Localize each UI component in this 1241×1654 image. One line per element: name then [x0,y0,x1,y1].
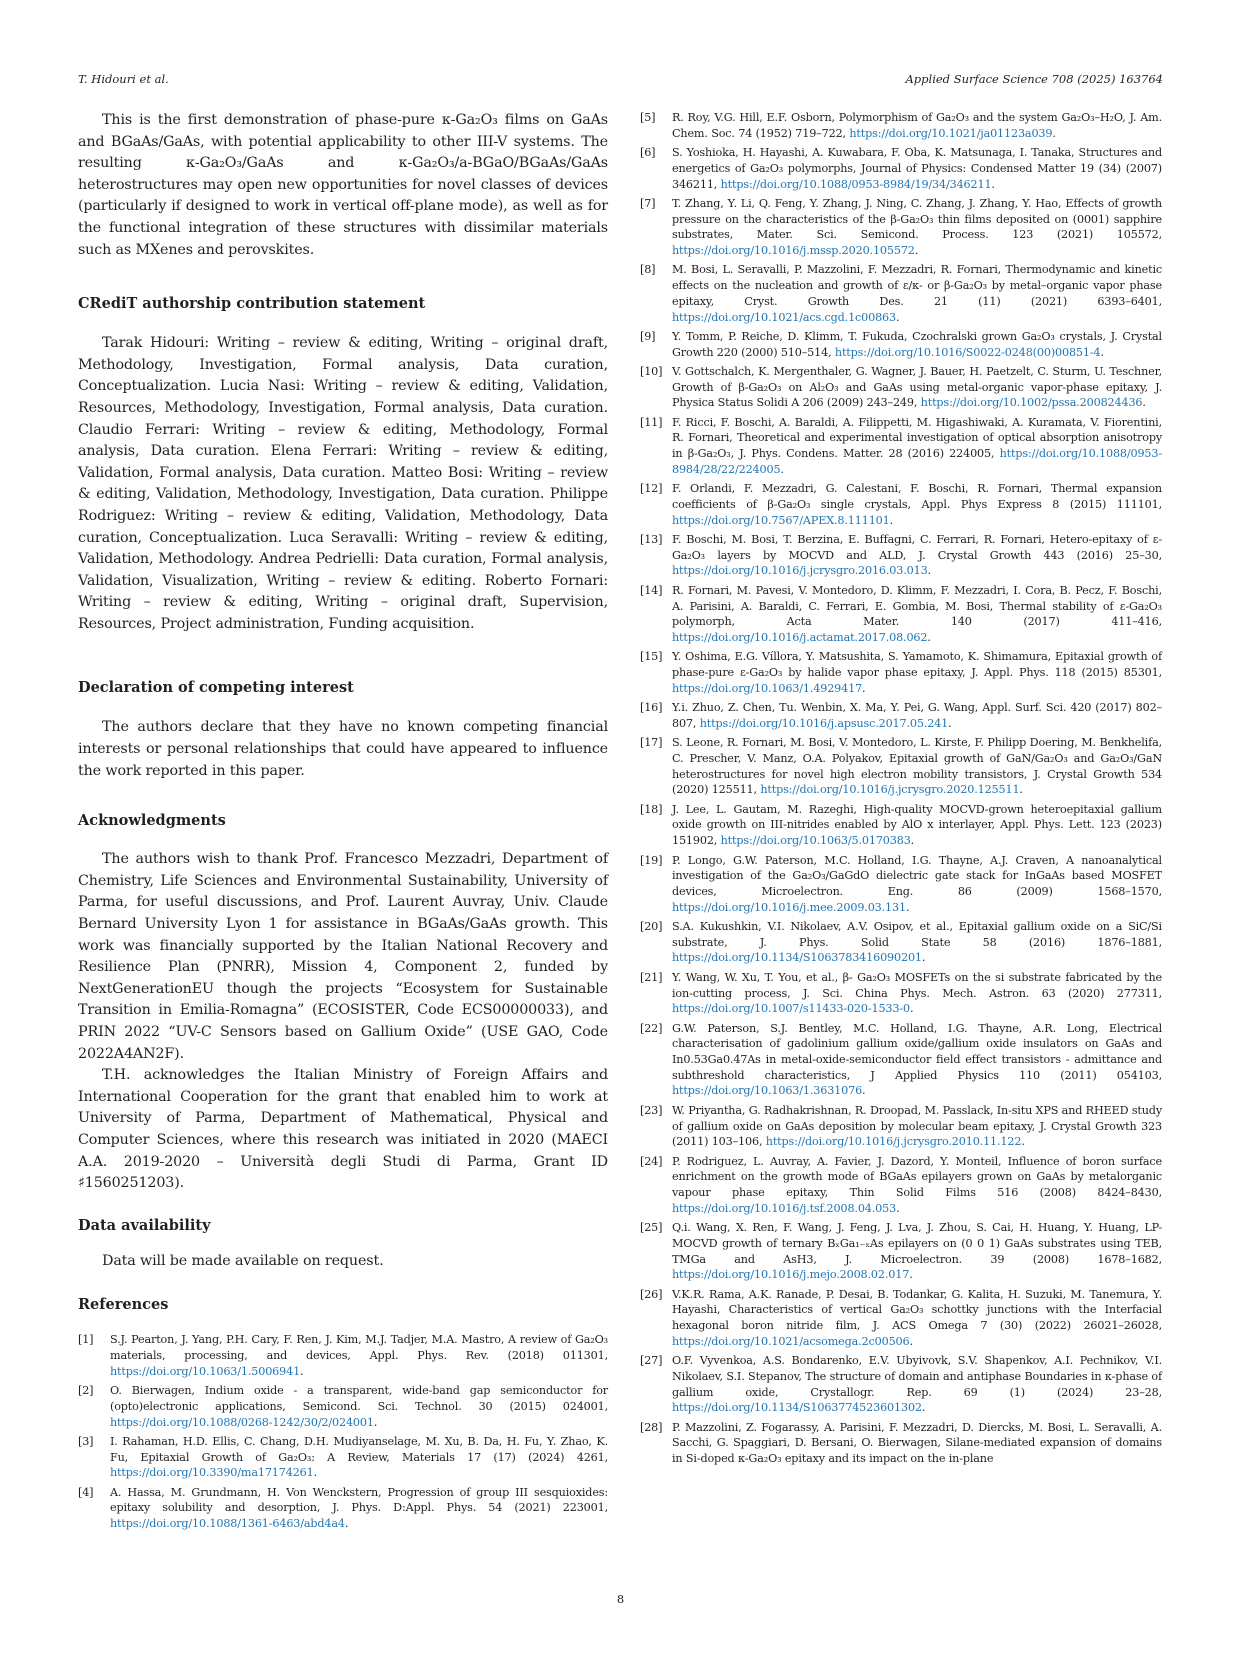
reference-citation: T. Zhang, Y. Li, Q. Feng, Y. Zhang, J. Ning, C. Zhang, J. Zhang, Y. Hao, Effects of growth pressure on the characteristics of the β-Ga₂O₃ thin films deposited on (0001) sapphire substrates, Mater. Sci. Semicond. Process. 123 (2021) 105572, [672,196,1162,242]
reference-number: [1] [78,1333,94,1347]
reference-text [672,1103,1162,1150]
reference-text [110,1434,608,1481]
reference-tail: . [909,1268,913,1282]
reference-doi-link[interactable]: https://doi.org/10.1016/j.jcrysgro.2016.03.013 [672,564,928,578]
reference-text [672,1154,1162,1217]
reference-number: [22] [640,1021,663,1035]
reference-text [672,481,1162,528]
reference-item [640,853,1162,916]
data-availability-heading: Data availability [78,1216,211,1234]
reference-item [640,649,1162,696]
reference-doi-link[interactable]: https://doi.org/10.1016/j.jcrysgro.2020.125511 [760,783,1020,797]
reference-number: [10] [640,364,663,378]
reference-tail: . [909,1002,914,1016]
reference-tail: . [1142,396,1146,410]
reference-citation: Y.i. Zhuo, Z. Chen, Tu. Wenbin, X. Ma, Y. Pei, G. Wang, Appl. Surf. Sci. 420 (2017) 802–807, [672,701,1162,730]
intro-paragraph: This is the first demonstration of phase-pure κ-Ga₂O₃ films on GaAs and BGaAs/GaAs, with potential applicability to other III-V systems. The resulting κ-Ga₂O₃/GaAs and κ-Ga₂O₃/a-BGaO/BGaAs/GaAs heterostructures may open new opportunities for novel classes of devices (particularly if designed to work in vertical off-plane mode), as well as for the functional integration of these structures with dissimilar materials such as MXenes and perovskites. [78,112,608,258]
reference-tail: . [300,1364,304,1378]
reference-text [672,919,1162,966]
reference-citation: V. Gottschalch, K. Mergenthaler, G. Wagner, J. Bauer, H. Paetzelt, C. Sturm, U. Teschner, Growth of β-Ga₂O₃ on Al₂O₃ and GaAs using metal-organic vapor-phase epitaxy, J. Physica Status Solidi A 206 (2009) 243–249, [672,364,1162,410]
reference-number: [20] [640,920,663,934]
reference-number: [11] [640,415,663,429]
reference-tail: . [344,1517,349,1531]
reference-tail: . [948,716,952,730]
acknowledgments-paragraph-1: The authors wish to thank Prof. Francesco Mezzadri, Department of Chemistry, Life Sciences and Environmental Sustainability, University of Parma, for useful discussions, and Prof. Laurent Auvray, Univ. Claude Bernard University Lyon 1 for assistance in BGaAs/GaAs growth. This work was financially supported by the Italian National Recovery and Resilience Plan (PNRR), Mission 4, Component 2, funded by NextGenerationEU though the projects “Ecosystem for Sustainable Transition in Emilia-Romagna” (ECOSISTER, Code ECS00000033), and PRIN 2022 “UV-C Sensors based on Gallium Oxide” (USE GAO, Code 2022A4AN2F). [78,851,608,1062]
right-column [640,110,1162,1470]
references-list-right [640,110,1162,1467]
reference-text [672,700,1162,731]
reference-doi-link[interactable]: https://doi.org/10.3390/ma17174261 [110,1466,314,1480]
credit-heading: CRediT authorship contribution statement [78,295,426,313]
reference-text [672,1353,1162,1416]
acknowledgments-heading: Acknowledgments [78,812,226,830]
reference-tail: . [927,564,931,578]
reference-item [640,919,1162,966]
reference-citation: F. Orlandi, F. Mezzadri, G. Calestani, F. Boschi, R. Fornari, Thermal expansion coefficients of β-Ga₂O₃ single crystals, Appl. Phys Express 8 (2015) 111101, [672,482,1162,511]
reference-text [672,415,1162,478]
reference-tail: . [909,1334,913,1348]
reference-text [672,110,1162,141]
running-header-journal: Applied Surface Science 708 (2025) 163764 [905,72,1163,86]
reference-text [672,583,1162,646]
reference-item [640,262,1162,325]
reference-item [640,1420,1162,1467]
reference-citation: O.F. Vyvenkoa, A.S. Bondarenko, E.V. Ubyivovk, S.V. Shapenkov, A.I. Pechnikov, V.I. Nikolaev, S.I. Stepanov, The structure of domain and antiphase Boundaries in κ-phase of gallium oxide, Crystallogr. Rep. 69 (1) (2024) 23–28, [672,1354,1162,1399]
reference-doi-link[interactable]: https://doi.org/10.1088/0953-8984/28/22/224005 [672,447,1162,476]
reference-item [640,700,1162,731]
reference-doi-link[interactable]: https://doi.org/10.1016/j.mssp.2020.105572 [672,244,915,257]
reference-tail: . [1100,345,1104,359]
left-column [78,110,608,1536]
reference-doi-link[interactable]: https://doi.org/10.1002/pssa.200824436 [920,396,1143,410]
reference-citation: Y. Tomm, P. Reiche, D. Klimm, T. Fukuda, Czochralski grown Ga₂O₃ crystals, J. Crystal Growth 220 (2000) 510–514, [672,329,1162,359]
reference-item [640,802,1162,849]
reference-citation: V.K.R. Rama, A.K. Ranade, P. Desai, B. Todankar, G. Kalita, H. Suzuki, M. Tanemura, Y. Hayashi, Characteristics of vertical Ga₂O₃ schottky junctions with the Interfacial hexagonal boron nitride film, J. ACS Omega 7 (30) (2022) 26021–26028, [672,1287,1162,1333]
reference-tail: . [889,513,894,527]
reference-doi-link[interactable]: https://doi.org/10.1007/s11433-020-1533-0 [672,1002,910,1016]
reference-citation: Q.i. Wang, X. Ren, F. Wang, J. Feng, J. Lva, J. Zhou, S. Cai, H. Huang, Y. Huang, LP-MOCVD growth of ternary BₓGa₁₋ₓAs epilayers on (0 0 1) GaAs substrates using TEB, TMGa and AsH3, J. Microelectron. 39 (2008) 1678–1682, [672,1221,1162,1266]
reference-item [78,1383,608,1430]
reference-item [640,415,1162,478]
reference-citation: Y. Oshima, E.G. Víllora, Y. Matsushita, S. Yamamoto, K. Shimamura, Epitaxial growth of phase-pure ε-Ga₂O₃ by halide vapor phase epitaxy, J. Appl. Phys. 118 (2015) 85301, [672,650,1162,680]
reference-citation: A. Hassa, M. Grundmann, H. Von Wenckstern, Progression of group III sesquioxides: epitaxy solubility and desorption, J. Phys. D:Appl. Phys. 54 (2021) 223001, [110,1485,608,1515]
reference-number: [2] [78,1384,94,1398]
running-header-authors: T. Hidouri et al. [78,72,169,86]
credit-text: Tarak Hidouri: Writing – review & editing, Writing – original draft, Methodology, Investigation, Formal analysis, Data curation, Conceptualization. Lucia Nasi: Writing – review & editing, Validation, Resources, Methodology, Investigation, Formal analysis, Data curation. Claudio Ferrari: Writing – review & editing, Methodology, Formal analysis, Data curation. Elena Ferrari: Writing – review & editing, Validation, Formal analysis, Data curation. Matteo Bosi: Writing – review & editing, Validation, Methodology, Investigation, Data curation. Philippe Rodriguez: Writing – review & editing, Validation, Methodology, Data curation, Conceptualization. Luca Seravalli: Writing – review & editing, Validation, Methodology. Andrea Pedrielli: Data curation, Formal analysis, Validation, Visualization, Writing – review & editing. Roberto Fornari: Writing – review & editing, Writing – original draft, Supervision, Resources, Project administration, Funding acquisition. [78,335,608,632]
reference-doi-link[interactable]: https://doi.org/10.1016/j.actamat.2017.08.062 [672,630,928,644]
reference-text [110,1383,608,1430]
reference-doi-link[interactable]: https://doi.org/10.1016/j.jcrysgro.2010.11.122 [765,1135,1022,1149]
competing-interest-text: The authors declare that they have no known competing financial interests or personal relationships that could have appeared to influence the work reported in this paper. [78,719,608,779]
reference-citation: F. Ricci, F. Boschi, A. Baraldi, A. Filippetti, M. Higashiwaki, A. Kuramata, V. Fiorentini, R. Fornari, Theoretical and experimental investigation of optical absorption anisotropy in β-Ga₂O₃, J. Phys. Condens. Matter. 28 (2016) 224005, [672,415,1162,461]
page-number: 8 [616,1592,625,1606]
reference-citation: P. Longo, G.W. Paterson, M.C. Holland, I.G. Thayne, A.J. Craven, A nanoanalytical investigation of the Ga₂O₃/GaGdO dielectric gate stack for InGaAs based MOSFET devices, Microelectron. Eng. 86 (2009) 1568–1570, [672,853,1162,898]
reference-citation: S. Yoshioka, H. Hayashi, A. Kuwabara, F. Oba, K. Matsunaga, I. Tanaka, Structures and energetics of Ga₂O₃ polymorphs, Journal of Physics: Condensed Matter 19 (34) (2007) 346211, [672,146,1162,191]
reference-tail: . [862,681,866,695]
reference-text [672,532,1162,579]
reference-tail: . [1019,783,1023,797]
reference-item [640,1103,1162,1150]
reference-doi-link[interactable]: https://doi.org/10.1016/j.apsusc.2017.05.241 [699,716,949,730]
reference-item [640,1154,1162,1217]
reference-number: [8] [640,263,656,277]
reference-item [640,196,1162,259]
reference-item [640,1021,1162,1100]
reference-item [640,532,1162,579]
reference-text [110,1485,608,1532]
reference-citation: R. Fornari, M. Pavesi, V. Montedoro, D. Klimm, F. Mezzadri, I. Cora, B. Pecz, F. Boschi, A. Parisini, A. Baraldi, C. Ferrari, E. Gombia, M. Bosi, Thermal stability of ε-Ga₂O₃ polymorph, Acta Mater. 140 (2017) 411–416, [672,583,1162,629]
reference-tail: . [313,1466,318,1480]
reference-text [672,329,1162,360]
reference-citation: R. Roy, V.G. Hill, E.F. Osborn, Polymorphism of Ga₂O₃ and the system Ga₂O₃–H₂O, J. Am. Chem. Soc. 74 (1952) 719–722, [672,111,1162,140]
reference-tail: . [862,1084,866,1098]
reference-number: [18] [640,802,663,816]
reference-text [672,1021,1162,1100]
reference-item [640,970,1162,1017]
reference-item [640,110,1162,141]
reference-number: [17] [640,736,663,750]
reference-tail: . [905,900,910,914]
reference-number: [24] [640,1154,663,1168]
reference-tail: . [921,1401,926,1415]
reference-tail: . [910,834,915,848]
reference-number: [27] [640,1354,663,1368]
reference-doi-link[interactable]: https://doi.org/10.1016/j.mejo.2008.02.017 [672,1268,910,1282]
reference-citation: J. Lee, L. Gautam, M. Razeghi, High-quality MOCVD-grown heteroepitaxial gallium oxide growth on III-nitrides enabled by AlO x interlayer, Appl. Phys. Lett. 123 (2023) 151902, [672,802,1162,848]
reference-text [672,649,1162,696]
reference-doi-link[interactable]: https://doi.org/10.1063/1.5006941 [110,1364,301,1378]
reference-tail: . [914,244,919,257]
reference-item [640,583,1162,646]
reference-doi-link[interactable]: https://doi.org/10.1063/1.3631076 [672,1084,863,1098]
reference-doi-link[interactable]: https://doi.org/10.1021/ja01123a039 [849,126,1053,140]
reference-doi-link[interactable]: https://doi.org/10.1021/acs.cgd.1c00863 [672,310,896,324]
reference-text [672,1420,1162,1467]
reference-text [672,1220,1162,1283]
reference-item [640,1220,1162,1283]
reference-citation: O. Bierwagen, Indium oxide - a transparent, wide-band gap semiconductor for (opto)electronic applications, Semicond. Sci. Technol. 30 (2015) 024001, [110,1384,608,1413]
reference-number: [16] [640,701,663,715]
reference-item [640,481,1162,528]
reference-text [110,1332,608,1379]
reference-citation: F. Boschi, M. Bosi, T. Berzina, E. Buffagni, C. Ferrari, R. Fornari, Hetero-epitaxy of ε-Ga₂O₃ layers by MOCVD and ALD, J. Crystal Growth 443 (2016) 25–30, [672,533,1162,562]
reference-tail: . [780,462,784,476]
reference-citation: P. Rodriguez, L. Auvray, A. Favier, J. Dazord, Y. Monteil, Influence of boron surface enrichment on the growth mode of BGaAs epilayers grown on GaAs by metalorganic vapour phase epitaxy, Thin Solid Films 516 (2008) 8424–8430, [672,1154,1162,1200]
reference-number: [25] [640,1221,663,1235]
reference-number: [3] [78,1434,94,1448]
reference-text [672,735,1162,798]
reference-citation: Y. Wang, W. Xu, T. You, et al., β- Ga₂O₃ MOSFETs on the si substrate fabricated by the ion-cutting process, J. Sci. China Phys. Mech. Astron. 63 (2020) 277311, [672,970,1162,1000]
reference-citation: W. Priyantha, G. Radhakrishnan, R. Droopad, M. Passlack, In-situ XPS and RHEED study of gallium oxide on GaAs deposition by molecular beam epitaxy, J. Crystal Growth 323 (2011) 103–106, [672,1103,1162,1149]
reference-text [672,364,1162,411]
reference-text [672,262,1162,325]
reference-doi-link[interactable]: https://doi.org/10.7567/APEX.8.111101 [672,513,890,527]
reference-doi-link[interactable]: https://doi.org/10.1016/S0022-0248(00)00851-4 [834,345,1101,359]
reference-tail: . [921,951,926,965]
reference-tail: . [991,177,995,191]
reference-tail: . [1021,1135,1025,1149]
reference-doi-link[interactable]: https://doi.org/10.1063/5.0170383 [720,834,911,848]
reference-text [672,196,1162,259]
reference-doi-link[interactable]: https://doi.org/10.1063/1.4929417 [672,681,863,695]
competing-interest-heading: Declaration of competing interest [78,679,354,697]
reference-number: [23] [640,1103,663,1117]
reference-item [640,364,1162,411]
reference-item [78,1332,608,1379]
reference-number: [19] [640,853,663,867]
reference-citation: S.J. Pearton, J. Yang, P.H. Cary, F. Ren, J. Kim, M.J. Tadjer, M.A. Mastro, A review of Ga₂O₃ materials, processing, and devices, Appl. Phys. Rev. (2018) 011301, [110,1333,608,1363]
references-list-left [78,1332,608,1532]
reference-item [640,735,1162,798]
reference-number: [28] [640,1420,663,1434]
reference-citation: P. Mazzolini, Z. Fogarassy, A. Parisini, F. Mezzadri, D. Diercks, M. Bosi, L. Seravalli, A. Sacchi, G. Spaggiari, D. Bersani, O. Bierwagen, Silane-mediated expansion of domains in Si-doped κ-Ga₂O₃ epitaxy and its impact on the in-plane [672,1420,1162,1466]
reference-doi-link[interactable]: https://doi.org/10.1088/0953-8984/19/34/346211 [720,177,992,191]
reference-number: [5] [640,111,656,124]
reference-number: [9] [640,329,656,343]
reference-doi-link[interactable]: https://doi.org/10.1088/1361-6463/abd4a4 [110,1517,345,1531]
reference-number: [13] [640,533,663,547]
data-availability-text: Data will be made available on request. [102,1252,384,1269]
reference-citation: M. Bosi, L. Seravalli, P. Mazzolini, F. Mezzadri, R. Fornari, Thermodynamic and kinetic effects on the nucleation and growth of ε/κ- or β-Ga₂O₃ by metal–organic vapor phase epitaxy, Cryst. Growth Des. 21 (11) (2021) 6393–6401, [672,263,1162,308]
reference-number: [14] [640,583,663,597]
reference-item [640,1287,1162,1350]
reference-item [78,1434,608,1481]
reference-text [672,145,1162,192]
reference-citation: S.A. Kukushkin, V.I. Nikolaev, A.V. Osipov, et al., Epitaxial gallium oxide on a SiC/Si substrate, J. Phys. Solid State 58 (2016) 1876–1881, [672,920,1162,949]
reference-number: [6] [640,146,656,160]
reference-text [672,1287,1162,1350]
reference-citation: G.W. Paterson, S.J. Bentley, M.C. Holland, I.G. Thayne, A.R. Long, Electrical characterisation of gadolinium gallium oxide/gallium oxide insulators on GaAs and In0.53Ga0.47As in metal-oxide-semiconductor field effect transistors - admittance and subthreshold characteristics, J Applied Physics 110 (2011) 054103, [672,1021,1162,1082]
reference-doi-link[interactable]: https://doi.org/10.1021/acsomega.2c00506 [672,1334,910,1348]
reference-number: [21] [640,970,663,984]
reference-number: [7] [640,196,656,210]
reference-item [640,329,1162,360]
reference-text [672,802,1162,849]
reference-number: [12] [640,482,663,496]
reference-number: [26] [640,1287,663,1301]
reference-text [672,853,1162,916]
reference-citation: S. Leone, R. Fornari, M. Bosi, V. Montedoro, L. Kirste, F. Philipp Doering, M. Benkhelifa, C. Prescher, V. Manz, O.A. Polyakov, Epitaxial growth of GaN/Ga₂O₃ and Ga₂O₃/GaN heterostructures for novel high electron mobility transistors, J. Crystal Growth 534 (2020) 125511, [672,736,1162,797]
references-heading: References [78,1296,169,1314]
reference-number: [4] [78,1485,94,1499]
reference-doi-link[interactable]: https://doi.org/10.1134/S1063774523601302 [672,1401,922,1415]
reference-text [672,970,1162,1017]
reference-item [78,1485,608,1532]
reference-item [640,145,1162,192]
reference-tail: . [896,1201,900,1215]
reference-doi-link[interactable]: https://doi.org/10.1016/j.tsf.2008.04.053 [672,1201,897,1215]
reference-tail: . [927,630,931,644]
reference-doi-link[interactable]: https://doi.org/10.1016/j.mee.2009.03.131 [672,900,906,914]
reference-doi-link[interactable]: https://doi.org/10.1088/0268-1242/30/2/024001 [110,1415,374,1429]
reference-tail: . [1052,126,1056,140]
reference-tail: . [896,310,900,324]
reference-doi-link[interactable]: https://doi.org/10.1134/S1063783416090201 [672,951,922,965]
reference-citation: I. Rahaman, H.D. Ellis, C. Chang, D.H. Mudiyanselage, M. Xu, B. Da, H. Fu, Y. Zhao, K. Fu, Epitaxial Growth of Ga₂O₃: A Review, Materials 17 (17) (2024) 4261, [110,1434,608,1464]
reference-tail: . [373,1415,378,1429]
acknowledgments-paragraph-2: T.H. acknowledges the Italian Ministry of Foreign Affairs and International Cooperation for the grant that enabled him to work at University of Parma, Department of Mathematical, Physical and Computer Sciences, where this research was initiated in 2020 (MAECI A.A. 2019-2020 – Università degli Studi di Parma, Grant ID ♯1560251203). [78,1067,608,1192]
reference-number: [15] [640,650,663,664]
reference-item [640,1353,1162,1416]
